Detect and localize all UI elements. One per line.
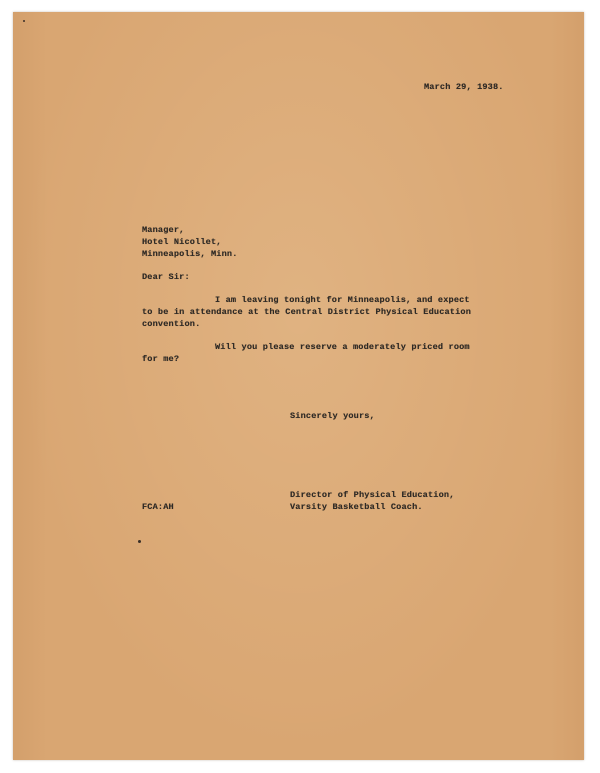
recipient-line-1: Manager, <box>142 225 185 235</box>
body-paragraph-1-line-1: I am leaving tonight for Minneapolis, and expect <box>215 295 470 305</box>
body-paragraph-2-line-1: Will you please reserve a moderately priced room <box>215 342 470 352</box>
reference-initials: FCA:AH <box>142 502 174 512</box>
recipient-line-3: Minneapolis, Minn. <box>142 249 238 259</box>
signature-title-1: Director of Physical Education, <box>290 490 455 500</box>
body-paragraph-2-line-2: for me? <box>142 354 180 364</box>
paper-speck <box>138 540 141 543</box>
recipient-line-2: Hotel Nicollet, <box>142 237 222 247</box>
body-paragraph-1-line-3: convention. <box>142 319 201 329</box>
letter-page <box>13 12 584 760</box>
letter-date: March 29, 1938. <box>424 82 504 92</box>
paper-speck <box>23 20 25 22</box>
salutation: Dear Sir: <box>142 272 190 282</box>
closing: Sincerely yours, <box>290 411 375 421</box>
body-paragraph-1-line-2: to be in attendance at the Central District Physical Education <box>142 307 472 317</box>
signature-title-2: Varsity Basketball Coach. <box>290 502 423 512</box>
